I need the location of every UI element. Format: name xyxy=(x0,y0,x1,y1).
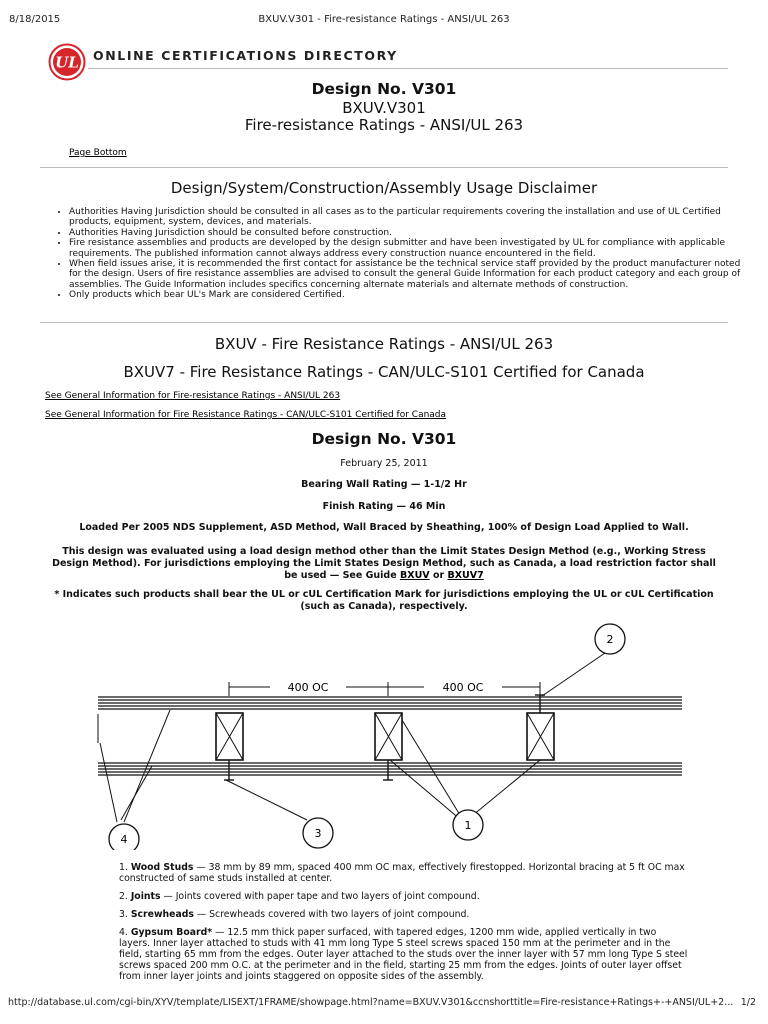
wood-stud xyxy=(375,713,402,760)
page-subtitle: Fire-resistance Ratings - ANSI/UL 263 xyxy=(244,116,524,134)
disclaimer-item: • Fire resistance assemblies and products are developed by the design submitter and have been investigated by UL for compliance with applicable requirements. The published information cannot always address every construction nuance encountered in the field. xyxy=(69,238,741,259)
asterisk-note: * Indicates such products shall bear the UL or cUL Certification Mark for jurisdictions employing the UL or cUL Certification (such as Canada), respectively. xyxy=(54,589,714,612)
design-date: February 25, 2011 xyxy=(340,458,428,469)
header-divider xyxy=(88,68,728,69)
section-bxuv: BXUV - Fire Resistance Ratings - ANSI/UL 263 xyxy=(214,335,554,353)
method-note xyxy=(50,546,718,582)
callout-3: 3 xyxy=(314,827,322,840)
disclaimer-list xyxy=(55,207,741,301)
ul-logo xyxy=(48,43,86,81)
gypsum-board-bottom xyxy=(98,763,682,775)
callout-circles xyxy=(109,624,625,850)
component-item: 3. Screwheads — Screwheads covered with two layers of joint compound. xyxy=(119,909,470,920)
print-date: 8/18/2015 xyxy=(9,14,61,25)
component-item: 4. Gypsum Board* — 12.5 mm thick paper surfaced, with tapered edges, 1200 mm wide, applied vertically in two layers. Inner layer attached to studs with 41 mm long Type S steel screws spaced 150 mm at the perimeter and in the field, starting 65 mm from the edges. Outer layer attached to the studs over the inner layer with 57 mm long Type S steel screws spaced 200 mm O.C. at the perimeter and in the field, starting 25 mm from the edges. Joints of outer layer offset from inner layer joints and joints staggered on opposite sides of the assembly. xyxy=(119,927,688,982)
spacing-label: 400 OC xyxy=(287,681,329,694)
general-info-can-link[interactable]: See General Information for Fire Resistance Ratings - CAN/ULC-S101 Certified for Canada xyxy=(45,410,447,420)
gypsum-board-top xyxy=(98,697,682,709)
disclaimer-item: • Authorities Having Jurisdiction should be consulted before construction. xyxy=(69,228,741,238)
design-title: Design No. V301 xyxy=(311,430,457,448)
wood-stud xyxy=(216,713,243,760)
wall-assembly-drawing xyxy=(90,620,690,850)
screws xyxy=(224,695,545,780)
component-item: 1. Wood Studs — 38 mm by 89 mm, spaced 400 mm OC max, effectively firestopped. Horizontal bracing at 5 ft OC max constructed of same studs installed at center. xyxy=(119,862,685,884)
wood-stud xyxy=(527,713,554,760)
method-text: This design was evaluated using a load design method other than the Limit States Design Method (e.g., Working Stress Design Method). For jurisdictions employing the Limit States Design Method, such as Canada, a load restriction factor shall be used — See Guide xyxy=(52,546,716,581)
finish-rating: Finish Rating — 46 Min xyxy=(322,501,446,512)
design-code: BXUV.V301 xyxy=(342,99,426,117)
component-name: Joints xyxy=(130,891,161,902)
bearing-wall-rating: Bearing Wall Rating — 1-1/2 Hr xyxy=(301,479,467,490)
page-number: 1/2 xyxy=(740,997,756,1008)
print-title: BXUV.V301 - Fire-resistance Ratings - ANSI/UL 263 xyxy=(258,14,510,25)
disclaimer-title: Design/System/Construction/Assembly Usage Disclaimer xyxy=(170,179,598,197)
disclaimer-item: • When field issues arise, it is recommended the first contact for assistance be the technical service staff provided by the product manufacturer noted for the design. Users of fire resistance assemblies are advised to consult the general Guide Information for each product category and each group of assemblies. The Guide Information includes specifics concerning alternate materials and alternate methods of construction. xyxy=(69,259,741,290)
footer-url: http://database.ul.com/cgi-bin/XYV/template/LISEXT/1FRAME/showpage.html?name=BXUV.V301&ccnshorttitle=Fire-resistance+Ratings+-+ANSI/UL+2... xyxy=(8,997,734,1008)
components-list xyxy=(119,862,689,989)
guide-bxuv-link[interactable]: BXUV xyxy=(400,570,430,581)
component-item: 2. Joints — Joints covered with paper tape and two layers of joint compound. xyxy=(119,891,480,902)
component-name: Screwheads xyxy=(130,909,194,920)
general-info-ansi-link[interactable]: See General Information for Fire-resistance Ratings - ANSI/UL 263 xyxy=(45,391,341,401)
page-title: Design No. V301 xyxy=(311,80,457,98)
directory-title: ONLINE CERTIFICATIONS DIRECTORY xyxy=(93,48,398,63)
callout-4: 4 xyxy=(120,833,128,846)
guide-bxuv7-link[interactable]: BXUV7 xyxy=(447,570,484,581)
callout-2: 2 xyxy=(606,633,614,646)
page-bottom-link[interactable]: Page Bottom xyxy=(69,148,127,158)
section-divider xyxy=(40,167,728,168)
component-name: Wood Studs xyxy=(130,862,194,873)
print-header xyxy=(0,14,768,28)
leader-lines xyxy=(98,653,605,822)
dimension-lines xyxy=(229,682,540,696)
spacing-label: 400 OC xyxy=(442,681,484,694)
logo-text: UL xyxy=(55,53,79,72)
disclaimer-item: • Only products which bear UL's Mark are considered Certified. xyxy=(69,290,741,300)
component-name: Gypsum Board* xyxy=(130,927,213,938)
or-text: or xyxy=(432,570,445,581)
section-bxuv7: BXUV7 - Fire Resistance Ratings - CAN/ULC-S101 Certified for Canada xyxy=(123,363,645,381)
load-statement: Loaded Per 2005 NDS Supplement, ASD Method, Wall Braced by Sheathing, 100% of Design Load Applied to Wall. xyxy=(79,522,689,533)
section-divider xyxy=(40,322,728,323)
disclaimer-item: • Authorities Having Jurisdiction should be consulted in all cases as to the particular requirements covering the installation and use of UL Certified products, equipment, system, devices, and materials. xyxy=(69,207,741,228)
callout-1: 1 xyxy=(464,819,472,832)
